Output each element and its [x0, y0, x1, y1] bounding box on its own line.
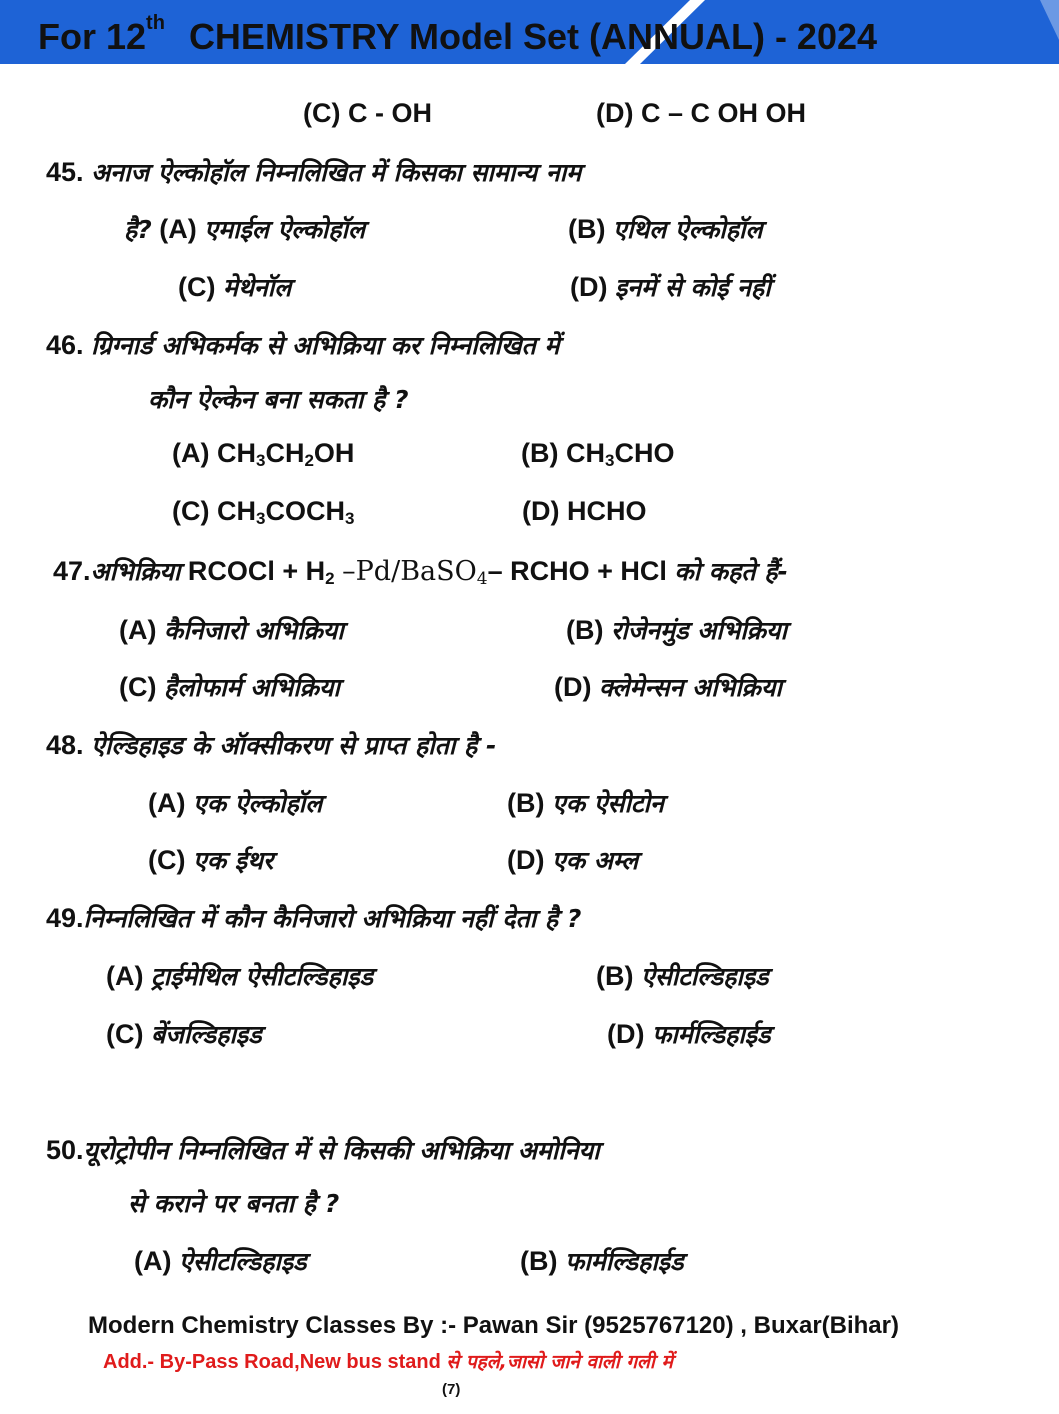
q44-option-d: (D) C – C OH OH — [596, 98, 807, 128]
q50-b-text: फार्मल्डिहाईड — [565, 1247, 684, 1276]
q46-option-a — [172, 438, 354, 471]
q49-question — [46, 901, 581, 935]
q48-b-text: एक ऐसीटोन — [552, 789, 664, 818]
q45-line2 — [124, 212, 365, 246]
q47-option-b — [566, 613, 787, 647]
q50-a-label: (A) — [134, 1246, 172, 1276]
q46-c-pre: (C) CH — [172, 496, 256, 526]
q50-text-line1: यूरोट्रोपीन निम्नलिखित में से किसकी अभिक्रिया अमोनिया — [83, 1136, 600, 1165]
q48-option-b — [507, 786, 664, 820]
q48-option-a — [148, 786, 322, 820]
q46-line2 — [148, 382, 408, 416]
title-post: CHEMISTRY Model Set (ANNUAL) - 2024 — [188, 16, 878, 57]
q46-c-sub2: 3 — [344, 509, 355, 528]
q49-d-text: फार्मल्डिहाईड — [652, 1020, 771, 1049]
q47-b-text: रोजेनमुंड अभिक्रिया — [611, 616, 787, 645]
page-title — [38, 12, 878, 58]
q46-text-line1: ग्रिग्नार्ड अभिकर्मक से अभिक्रिया कर निम्नलिखित में — [91, 331, 560, 360]
q47-c-label: (C) — [119, 672, 157, 702]
q46-a-sub1: 3 — [255, 451, 266, 470]
q46-b-sub1: 3 — [604, 451, 615, 470]
q45-text-line1: अनाज ऐल्कोहॉल निम्नलिखित में किसका सामान्य नाम — [91, 158, 582, 187]
q47-eq-arrow-sub: 4 — [476, 569, 488, 589]
q47-a-label: (A) — [119, 615, 157, 645]
q48-text: ऐल्डिहाइड के ऑक्सीकरण से प्राप्त होता है - — [91, 731, 497, 760]
q46-a-sub2: 2 — [304, 451, 314, 470]
q45-option-c — [178, 270, 291, 304]
q47-d-text: क्लेमेन्सन अभिक्रिया — [599, 673, 782, 702]
q47-b-label: (B) — [566, 615, 604, 645]
q50-line2 — [128, 1186, 339, 1220]
q50-question — [46, 1133, 600, 1167]
q47-option-d — [554, 670, 782, 704]
q46-b-pre: (B) CH — [521, 438, 605, 468]
q45-c-label: (C) — [178, 272, 216, 302]
q45-b-label: (B) — [568, 214, 606, 244]
q49-b-label: (B) — [596, 961, 634, 991]
title-sup: th — [146, 12, 165, 34]
q45-d-label: (D) — [570, 272, 608, 302]
q49-b-text: ऐसीटल्डिहाइड — [641, 962, 769, 991]
q49-option-b — [596, 959, 769, 993]
q47-eq-arrow: –Pd/BaSO — [342, 556, 477, 587]
q47-question — [53, 554, 788, 589]
q48-d-text: एक अम्ल — [552, 846, 639, 875]
q47-tail: को कहते हैं- — [674, 557, 788, 586]
q45-question — [46, 155, 581, 189]
q50-a-text: ऐसीटल्डिहाइड — [179, 1247, 307, 1276]
q45-a-text: एमाईल ऐल्कोहॉल — [204, 215, 365, 244]
q45-a-label: (A) — [159, 214, 197, 244]
q46-text-line2: कौन ऐल्केन बना सकता है ? — [148, 385, 409, 414]
q50-b-label: (B) — [520, 1246, 558, 1276]
q46-option-d: (D) HCHO — [522, 496, 647, 526]
q47-d-label: (D) — [554, 672, 592, 702]
q44-option-c: (C) C - OH — [303, 98, 432, 128]
q49-text: निम्नलिखित में कौन कैनिजारो अभिक्रिया नहीं देता है ? — [83, 904, 582, 933]
q48-c-label: (C) — [148, 845, 186, 875]
q45-b-text: एथिल ऐल्कोहॉल — [613, 215, 763, 244]
q49-d-label: (D) — [607, 1019, 645, 1049]
q47-option-c — [119, 670, 340, 704]
q48-option-c — [148, 843, 273, 877]
q46-a-mid: CH — [265, 438, 305, 468]
q47-lead: अभिक्रिया — [90, 557, 181, 586]
q49-option-c — [106, 1017, 262, 1051]
q46-c-mid: COCH — [265, 496, 345, 526]
q47-a-text: कैनिजारो अभिक्रिया — [164, 616, 344, 645]
q46-option-b — [521, 438, 674, 471]
q49-a-label: (A) — [106, 961, 144, 991]
q46-number: 46. — [46, 330, 84, 360]
header-banner — [0, 0, 1059, 64]
q45-d-text: इनमें से कोई नहीं — [615, 273, 771, 302]
q48-number: 48. — [46, 730, 84, 760]
q47-eq-pre: RCOCl + H — [187, 556, 326, 586]
q48-a-label: (A) — [148, 788, 186, 818]
footer-address-hi: से पहले,जासो जाने वाली गली में — [446, 1351, 673, 1373]
q50-number: 50. — [46, 1135, 84, 1165]
q50-option-b — [520, 1244, 683, 1278]
q49-option-a — [106, 959, 373, 993]
q49-option-d — [607, 1017, 770, 1051]
q48-a-text: एक ऐल्कोहॉल — [193, 789, 323, 818]
footer-address — [103, 1348, 673, 1374]
page-number: (7) — [442, 1381, 461, 1398]
q47-eq-sub: 2 — [325, 569, 335, 588]
footer-institute: Modern Chemistry Classes By :- Pawan Sir (9525767120) , Buxar(Bihar) — [88, 1312, 899, 1339]
q47-eq-post: – RCHO + HCl — [487, 556, 667, 586]
q45-text-line2: है? — [124, 215, 152, 244]
q49-c-label: (C) — [106, 1019, 144, 1049]
title-pre: For 12 — [38, 16, 147, 57]
q50-option-a — [134, 1244, 307, 1278]
q46-b-post: CHO — [614, 438, 675, 468]
q45-number: 45. — [46, 157, 84, 187]
q49-a-text: ट्राईमेथिल ऐसीटल्डिहाइड — [151, 962, 373, 991]
q46-question — [46, 328, 559, 362]
q49-number: 49. — [46, 903, 84, 933]
q45-c-text: मेथेनॉल — [223, 273, 292, 302]
q45-option-b — [568, 212, 762, 246]
q45-option-d — [570, 270, 771, 304]
q46-option-c — [172, 496, 354, 529]
q47-number: 47. — [53, 556, 91, 586]
q50-text-line2: से कराने पर बनता है ? — [128, 1189, 340, 1218]
q49-c-text: बेंजल्डिहाइड — [151, 1020, 262, 1049]
q48-c-text: एक ईथर — [193, 846, 274, 875]
q48-b-label: (B) — [507, 788, 545, 818]
q47-c-text: हैलोफार्म अभिक्रिया — [164, 673, 340, 702]
q48-d-label: (D) — [507, 845, 545, 875]
q46-a-post: OH — [313, 438, 355, 468]
q48-option-d — [507, 843, 638, 877]
q46-a-pre: (A) CH — [172, 438, 256, 468]
footer-address-en: Add.- By-Pass Road,New bus stand — [103, 1351, 441, 1373]
q46-c-sub1: 3 — [255, 509, 266, 528]
q47-option-a — [119, 613, 344, 647]
q48-question — [46, 728, 496, 762]
